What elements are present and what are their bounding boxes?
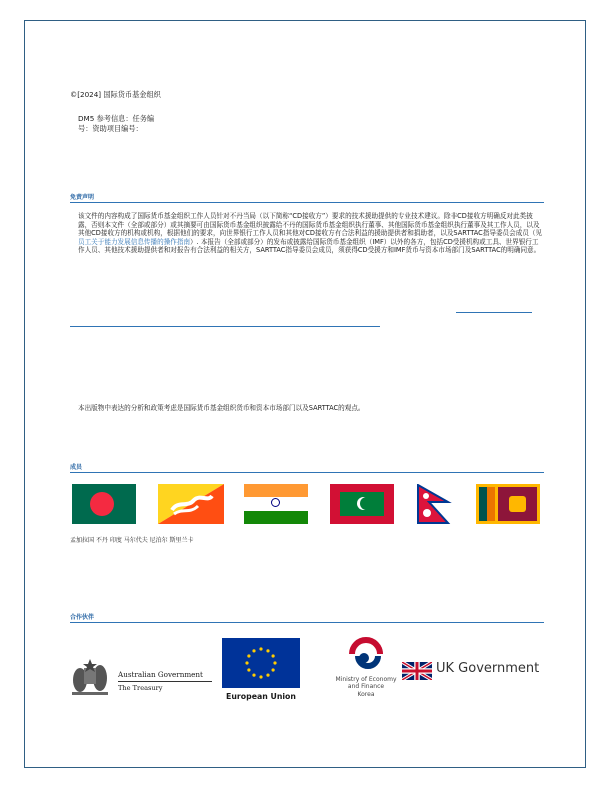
australia-line2: The Treasury bbox=[118, 684, 163, 692]
korea-line3: Korea bbox=[357, 690, 375, 698]
disclaimer-title: 免责声明 bbox=[70, 194, 95, 201]
nepal-flag-icon bbox=[416, 484, 456, 524]
members-rule bbox=[70, 472, 544, 473]
members-title: 成员 bbox=[70, 464, 83, 471]
disclaimer-text-part2: ）. 本报告（全部或部分）的发布或披露给国际货币基金组织（IMF）以外的各方，包括CD受援机构或工具、世界银行工作人员、其他技术援助提供者和对报告有合法利益的相关方，SARTTAC指导委员会成员，须获得CD受援方和IMF货币与资本市场部门及SARTTAC的明确同意。 bbox=[78, 237, 541, 255]
uk-government-logo bbox=[402, 660, 544, 682]
disclaimer-underline-right bbox=[456, 312, 532, 313]
union-jack-icon bbox=[402, 662, 432, 680]
korea-line1: Ministry of Economy bbox=[335, 676, 397, 683]
australia-line1: Australian Government bbox=[118, 670, 203, 679]
european-union-logo bbox=[222, 638, 302, 704]
australian-government-logo bbox=[68, 654, 216, 702]
disclaimer-text-part1: 该文件的内容构成了国际货币基金组织工作人员针对不丹当局（以下简称“CD接收方”）要求的技术援助提供的专业技术建议。除非CD接收方明确反对此类披露，否则本文件（全部或部分）或其摘要可由国际货币基金组织披露给不丹的国际货币基金组织执行董事、其他国际货币基金组织执行董事及其工作人员，以及其他CD接收方的机构或机构，根据他们的要求，向世界银行工作人员和其他对CD接收方有合法利益的援助提供者和捐助者，以及SARTTAC指导委员会成员（见 bbox=[78, 212, 543, 238]
partners-title: 合作伙伴 bbox=[70, 614, 95, 621]
copyright-notice: ©[2024] 国际货币基金组织 bbox=[70, 90, 161, 99]
disclaimer-text bbox=[78, 212, 544, 255]
india-flag-icon bbox=[244, 484, 308, 524]
sri-lanka-flag-icon bbox=[476, 484, 540, 524]
korea-mof-logo bbox=[326, 632, 406, 712]
operational-guidelines-link[interactable]: 员工关于能力发展信息传播的操作指南 bbox=[78, 237, 191, 246]
eu-label: European Union bbox=[226, 692, 296, 701]
disclaimer-underline-left bbox=[70, 326, 380, 327]
partners-rule bbox=[70, 622, 544, 623]
korea-line2: and Finance bbox=[347, 683, 385, 691]
korea-taegeuk-icon bbox=[346, 632, 386, 672]
uk-label: UK Government bbox=[436, 661, 540, 676]
bhutan-flag-icon bbox=[158, 484, 224, 524]
member-country-names: 孟加拉国 不丹 印度 马尔代夫 尼泊尔 斯里兰卡 bbox=[70, 537, 194, 544]
maldives-flag-icon bbox=[330, 484, 394, 524]
eu-flag-icon bbox=[222, 638, 300, 688]
disclaimer-rule bbox=[70, 202, 544, 203]
reference-info: DM5 参考信息：任务编号：资助项目编号： bbox=[78, 114, 155, 133]
views-statement: 本出版物中表达的分析和政策考虑是国际货币基金组织货币和资本市场部门以及SARTTAC的观点。 bbox=[78, 404, 365, 412]
bangladesh-flag-icon bbox=[72, 484, 136, 524]
coat-of-arms-icon bbox=[68, 656, 112, 700]
